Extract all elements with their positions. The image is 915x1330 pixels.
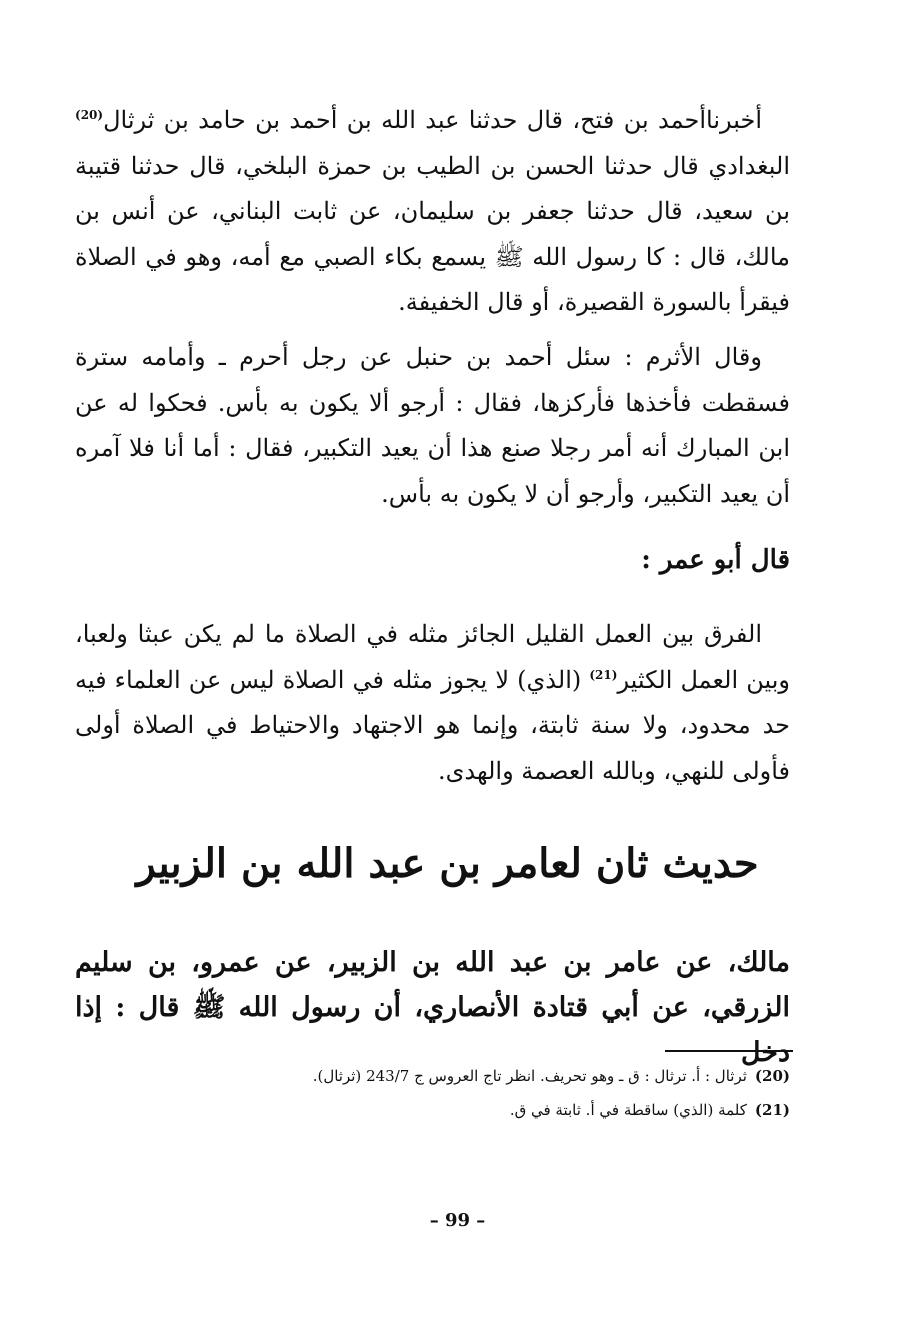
- footnote-21: [75, 1100, 790, 1120]
- chapter-title: حديث ثان لعامر بن عبد الله بن الزبير: [136, 840, 759, 887]
- paragraph-text-continued: (الذي) لا يجوز مثله في الصلاة ليس عن العلماء فيه حد محدود، ولا سنة ثابتة، وإنما هو الاجتهاد والاحتياط في الصلاة أولى فأولى للنهي، وبالله العصمة والهدى.: [75, 665, 790, 785]
- footnote-reference-20: (20): [75, 108, 104, 122]
- footnote-number: (20): [754, 1067, 790, 1085]
- footnote-number: (21): [754, 1101, 790, 1119]
- paragraph-text: الفرق بين العمل القليل الجائز مثله في الصلاة ما لم يكن عبثا ولعبا، وبين العمل الكثير: [75, 620, 790, 694]
- chapter-opening-isnad: مالك، عن عامر بن عبد الله بن الزبير، عن عمرو، بن سليم الزرقي، عن أبي قتادة الأنصاري، أن رسول الله ﷺ قال : إذا دخل: [75, 947, 790, 1068]
- paragraph-text: أخبرناأحمد بن فتح، قال حدثنا عبد الله بن أحمد بن حامد بن ثرثال: [103, 106, 762, 134]
- footnote-text: كلمة (الذي) ساقطة في أ. ثابتة في ق.: [509, 1101, 747, 1119]
- paragraph-athram: وقال الأثرم : سئل أحمد بن حنبل عن رجل أحرم ـ وأمامه سترة فسقطت فأخذها فأركزها، فقال : أرجو ألا يكون به بأس. فحكوا له عن ابن المبارك أنه أمر رجلا صنع هذا أن يعيد التكبير، فقال : أما أنا فلا آمره أن يعيد التكبير، وأرجو أن لا يكون به بأس.: [75, 343, 790, 508]
- footnote-text: ثرثال : أ. ترثال : ق ـ وهو تحريف. انظر تاج العروس ج 243/7 (ثرثال).: [312, 1067, 747, 1085]
- section-subheading: قال أبو عمر :: [641, 545, 790, 575]
- footnote-reference-21: (21): [589, 667, 618, 682]
- footnote-20: [75, 1066, 790, 1086]
- paragraph-text-continued: البغدادي قال حدثنا الحسن بن الطيب بن حمزة البلخي، قال حدثنا قتيبة بن سعيد، قال حدثنا جعفر بن سليمان، عن ثابت البناني، عن أنس بن مالك، قال : كا رسول الله ﷺ يسمع بكاء الصبي مع أمه، وهو في الصلاة فيقرأ بالسورة القصيرة، أو قال الخفيفة.: [75, 151, 790, 317]
- footnote-separator: [665, 1050, 793, 1052]
- page-number: – 99 –: [429, 1210, 486, 1231]
- paragraph-hadith-narration: [75, 98, 790, 326]
- paragraph-commentary: [75, 612, 790, 794]
